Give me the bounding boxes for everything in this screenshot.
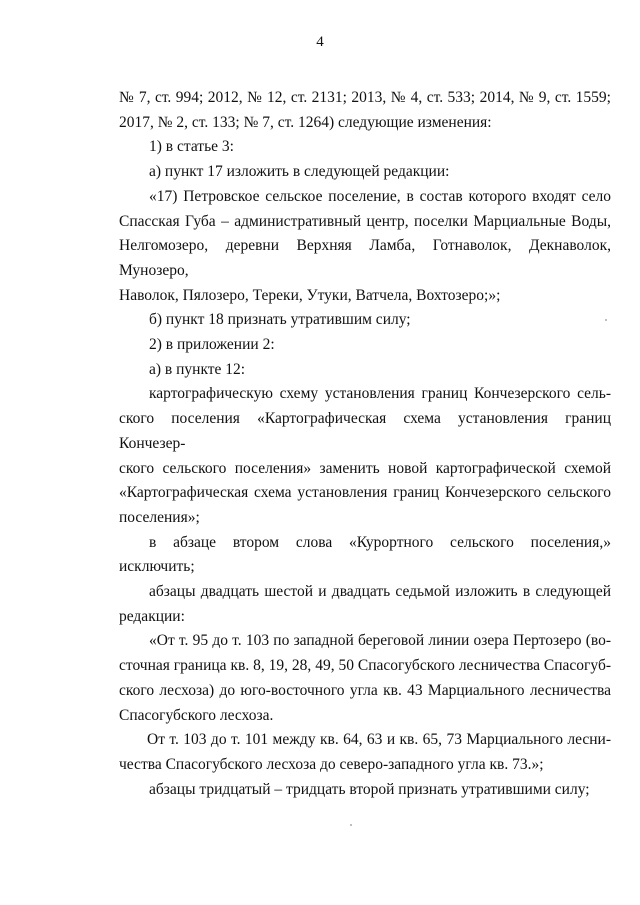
text-line: ского сельского поселения» заменить новой картографической схемой: [119, 459, 611, 477]
text-line: «От т. 95 до т. 103 по западной береговой линии озера Пертозеро (во-: [149, 632, 611, 650]
text-line: ского лесхоза) до юго-восточного угла кв. 43 Марциального лесничества: [119, 681, 611, 699]
text-line: Нелгомозеро, деревни Верхняя Ламба, Готнаволок, Декнаволок, Мунозеро,: [119, 237, 611, 279]
text-line: ского поселения «Картографическая схема установления границ Кончезер-: [119, 410, 611, 452]
text-line: От т. 103 до т. 101 между кв. 64, 63 и кв. 65, 73 Марциального лесни-: [147, 731, 611, 749]
text-line: абзацы двадцать шестой и двадцать седьмой изложить в следующей: [149, 583, 611, 601]
text-line: «17) Петровское сельское поселение, в состав которого входят село: [149, 187, 611, 205]
text-line: поселения»;: [119, 508, 200, 526]
text-line: абзацы тридцатый – тридцать второй признать утратившими силу;: [149, 780, 590, 798]
text-line: Спасогубского лесхоза.: [119, 706, 274, 724]
text-line: редакции:: [119, 607, 185, 625]
text-line: а) пункт 17 изложить в следующей редакции:: [149, 163, 450, 181]
text-line: чества Спасогубского лесхоза до северо-западного угла кв. 73.»;: [119, 755, 544, 773]
document-body: [119, 86, 611, 802]
text-line: Спасская Губа – административный центр, поселки Марциальные Воды,: [119, 212, 611, 230]
text-line: Наволок, Пялозеро, Тереки, Утуки, Ватчела, Вохтозеро;»;: [119, 286, 501, 304]
text-line: № 7, ст. 994; 2012, № 12, ст. 2131; 2013, № 4, ст. 533; 2014, № 9, ст. 1559;: [119, 89, 611, 106]
scan-speck: [350, 824, 352, 826]
scan-speck: [605, 319, 607, 321]
page-number: 4: [316, 34, 324, 50]
text-line: сточная граница кв. 8, 19, 28, 49, 50 Спасогубского лесничества Спасогуб-: [119, 657, 611, 675]
text-line: «Картографическая схема установления границ Кончезерского сельского: [119, 484, 611, 502]
text-line: в абзаце втором слова «Курортного сельского поселения,» исключить;: [119, 533, 611, 576]
text-line: 2) в приложении 2:: [149, 336, 275, 354]
text-line: б) пункт 18 признать утратившим силу;: [149, 311, 411, 329]
text-line: а) в пункте 12:: [149, 360, 246, 378]
text-line: 1) в статье 3:: [149, 138, 234, 156]
text-line: 2017, № 2, ст. 133; № 7, ст. 1264) следующие изменения:: [119, 113, 492, 131]
text-line: картографическую схему установления границ Кончезерского сель-: [149, 385, 611, 403]
